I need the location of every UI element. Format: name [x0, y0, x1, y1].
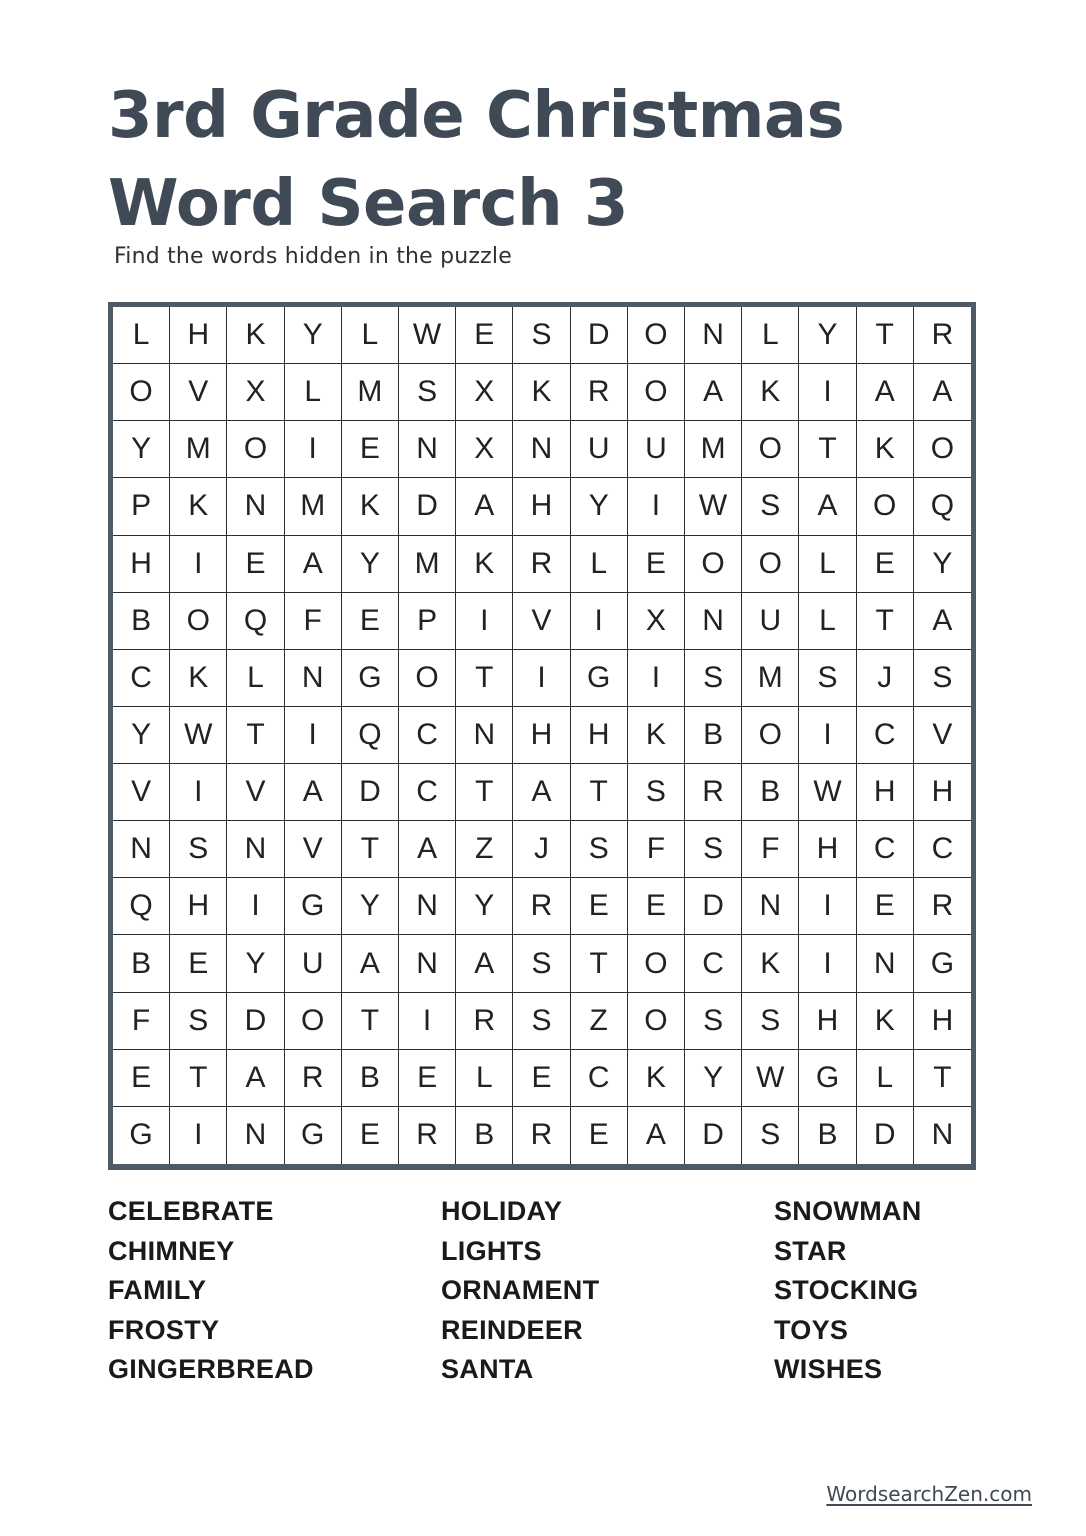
grid-cell[interactable]: I [571, 593, 628, 650]
word-list-item: HOLIDAY [441, 1196, 563, 1226]
grid-cell[interactable]: Y [685, 1050, 742, 1107]
grid-cell[interactable]: N [113, 821, 170, 878]
grid-cell[interactable]: A [914, 364, 971, 421]
word-list-item: TOYS [774, 1314, 849, 1345]
grid-cell[interactable]: W [799, 764, 856, 821]
grid-cell[interactable]: I [227, 878, 284, 935]
grid-cell[interactable]: Q [914, 478, 971, 535]
grid-cell[interactable]: S [685, 821, 742, 878]
grid-cell[interactable]: N [857, 935, 914, 992]
grid-cell[interactable]: E [628, 536, 685, 593]
grid-cell[interactable]: I [170, 764, 227, 821]
grid-cell[interactable]: S [399, 364, 456, 421]
grid-cell[interactable]: S [914, 650, 971, 707]
grid-cell[interactable]: Y [342, 536, 399, 593]
grid-cell[interactable]: X [456, 364, 513, 421]
word-list-column [108, 1192, 314, 1390]
grid-cell[interactable]: K [857, 421, 914, 478]
grid-cell[interactable]: H [170, 878, 227, 935]
grid-cell[interactable]: R [456, 993, 513, 1050]
grid-cell[interactable]: K [456, 536, 513, 593]
grid-cell[interactable]: T [456, 764, 513, 821]
grid-cell[interactable]: O [857, 478, 914, 535]
grid-cell[interactable]: Y [914, 536, 971, 593]
word-list-column [774, 1192, 922, 1390]
grid-cell[interactable]: A [513, 764, 570, 821]
grid-cell[interactable]: B [685, 707, 742, 764]
grid-cell[interactable]: Q [113, 878, 170, 935]
grid-cell[interactable]: M [399, 536, 456, 593]
grid-cell[interactable]: A [227, 1050, 284, 1107]
grid-cell[interactable]: N [227, 821, 284, 878]
grid-cell[interactable]: L [285, 364, 342, 421]
grid-cell[interactable]: R [513, 536, 570, 593]
grid-cell[interactable]: I [799, 707, 856, 764]
grid-cell[interactable]: K [742, 364, 799, 421]
grid-cell[interactable]: Q [342, 707, 399, 764]
grid-cell[interactable]: K [513, 364, 570, 421]
grid-cell[interactable]: I [628, 478, 685, 535]
word-list-item: CHIMNEY [108, 1235, 235, 1266]
grid-cell[interactable]: X [456, 421, 513, 478]
grid-cell[interactable]: G [285, 1107, 342, 1164]
grid-cell[interactable]: E [513, 1050, 570, 1107]
grid-cell[interactable]: Y [799, 307, 856, 364]
grid-cell[interactable]: A [628, 1107, 685, 1164]
grid-cell[interactable]: E [399, 1050, 456, 1107]
grid-cell[interactable]: X [227, 364, 284, 421]
grid-cell[interactable]: H [857, 764, 914, 821]
grid-cell[interactable]: C [857, 707, 914, 764]
grid-cell[interactable]: E [456, 307, 513, 364]
grid-cell[interactable]: N [285, 650, 342, 707]
grid-cell[interactable]: T [456, 650, 513, 707]
grid-cell[interactable]: N [399, 878, 456, 935]
grid-cell[interactable]: K [628, 707, 685, 764]
grid-cell[interactable]: R [685, 764, 742, 821]
grid-cell[interactable]: S [170, 993, 227, 1050]
grid-cell[interactable]: I [456, 593, 513, 650]
grid-cell[interactable]: S [170, 821, 227, 878]
grid-cell[interactable]: A [914, 593, 971, 650]
grid-cell[interactable]: O [628, 307, 685, 364]
grid-cell[interactable]: N [227, 478, 284, 535]
grid-cell[interactable]: B [113, 935, 170, 992]
site-link[interactable]: WordsearchZen.com [826, 1482, 1032, 1506]
grid-cell[interactable]: A [456, 478, 513, 535]
grid-cell[interactable]: G [799, 1050, 856, 1107]
grid-cell[interactable]: O [399, 650, 456, 707]
grid-cell[interactable]: S [742, 478, 799, 535]
grid-cell[interactable]: Y [571, 478, 628, 535]
grid-cell[interactable]: A [285, 764, 342, 821]
grid-cell[interactable]: X [628, 593, 685, 650]
grid-cell[interactable]: B [742, 764, 799, 821]
grid-cell[interactable]: H [799, 821, 856, 878]
word-list-item: FAMILY [108, 1275, 207, 1306]
grid-cell[interactable]: O [628, 993, 685, 1050]
grid-cell[interactable]: E [113, 1050, 170, 1107]
grid-cell[interactable]: C [685, 935, 742, 992]
grid-cell[interactable]: O [628, 364, 685, 421]
grid-cell[interactable]: W [170, 707, 227, 764]
word-list-item: SANTA [441, 1354, 534, 1385]
grid-cell[interactable]: B [456, 1107, 513, 1164]
grid-cell[interactable]: T [914, 1050, 971, 1107]
grid-cell[interactable]: S [742, 993, 799, 1050]
grid-cell[interactable]: L [342, 307, 399, 364]
grid-cell[interactable]: O [113, 364, 170, 421]
grid-cell[interactable]: D [399, 478, 456, 535]
grid-cell[interactable]: A [342, 935, 399, 992]
grid-cell[interactable]: Y [342, 878, 399, 935]
grid-cell[interactable]: I [285, 421, 342, 478]
word-list-item: ORNAMENT [441, 1275, 600, 1306]
grid-cell[interactable]: V [513, 593, 570, 650]
grid-cell[interactable]: E [227, 536, 284, 593]
grid-cell[interactable]: R [285, 1050, 342, 1107]
grid-cell[interactable]: A [456, 935, 513, 992]
grid-cell[interactable]: I [799, 364, 856, 421]
title-line-1: 3rd Grade Christmas [108, 79, 845, 153]
grid-cell[interactable]: H [799, 993, 856, 1050]
grid-cell[interactable]: O [170, 593, 227, 650]
grid-cell[interactable]: L [456, 1050, 513, 1107]
grid-cell[interactable]: L [799, 536, 856, 593]
grid-cell[interactable]: E [571, 1107, 628, 1164]
grid-cell[interactable]: V [285, 821, 342, 878]
grid-cell[interactable]: M [342, 364, 399, 421]
grid-cell[interactable]: L [227, 650, 284, 707]
grid-cell[interactable]: J [857, 650, 914, 707]
grid-cell[interactable]: I [799, 878, 856, 935]
grid-cell[interactable]: C [113, 650, 170, 707]
grid-cell[interactable]: E [628, 878, 685, 935]
grid-cell[interactable]: D [857, 1107, 914, 1164]
grid-cell[interactable]: K [857, 993, 914, 1050]
grid-cell[interactable]: W [685, 478, 742, 535]
grid-cell[interactable]: P [399, 593, 456, 650]
grid-cell[interactable]: Y [285, 307, 342, 364]
grid-cell[interactable]: F [113, 993, 170, 1050]
grid-cell[interactable]: D [342, 764, 399, 821]
grid-cell[interactable]: S [571, 821, 628, 878]
grid-cell[interactable]: E [170, 935, 227, 992]
grid-cell[interactable]: O [685, 536, 742, 593]
grid-cell[interactable]: C [399, 764, 456, 821]
word-list-item: CELEBRATE [108, 1196, 274, 1226]
grid-cell[interactable]: Y [113, 421, 170, 478]
grid-cell[interactable]: E [342, 1107, 399, 1164]
grid-cell[interactable]: T [342, 821, 399, 878]
grid-cell[interactable]: V [914, 707, 971, 764]
word-list-item: FROSTY [108, 1314, 220, 1345]
grid-cell[interactable]: D [571, 307, 628, 364]
grid-cell[interactable]: T [170, 1050, 227, 1107]
grid-cell[interactable]: N [685, 593, 742, 650]
grid-cell[interactable]: S [513, 935, 570, 992]
grid-cell[interactable]: O [742, 707, 799, 764]
grid-cell[interactable]: Y [456, 878, 513, 935]
grid-cell[interactable]: E [571, 878, 628, 935]
grid-cell[interactable]: Y [227, 935, 284, 992]
word-list-item: REINDEER [441, 1314, 583, 1345]
grid-cell[interactable]: B [113, 593, 170, 650]
letter-grid [108, 302, 976, 1170]
grid-cell[interactable]: U [571, 421, 628, 478]
grid-cell[interactable]: H [513, 478, 570, 535]
instructions: Find the words hidden in the puzzle [114, 244, 512, 269]
word-list-item: STOCKING [774, 1275, 919, 1306]
grid-cell[interactable]: A [857, 364, 914, 421]
grid-cell[interactable]: T [799, 421, 856, 478]
grid-cell[interactable]: I [399, 993, 456, 1050]
word-list-item: LIGHTS [441, 1235, 542, 1266]
grid-cell[interactable]: N [227, 1107, 284, 1164]
grid-cell[interactable]: N [513, 421, 570, 478]
grid-cell[interactable]: N [742, 878, 799, 935]
grid-cell[interactable]: D [227, 993, 284, 1050]
grid-cell[interactable]: T [857, 593, 914, 650]
grid-cell[interactable]: W [742, 1050, 799, 1107]
grid-cell[interactable]: H [513, 707, 570, 764]
grid-cell[interactable]: F [285, 593, 342, 650]
grid-cell[interactable]: C [571, 1050, 628, 1107]
grid-cell[interactable]: F [742, 821, 799, 878]
grid-cell[interactable]: A [685, 364, 742, 421]
grid-cell[interactable]: K [742, 935, 799, 992]
grid-cell[interactable]: S [799, 650, 856, 707]
grid-cell[interactable]: Q [227, 593, 284, 650]
grid-cell[interactable]: N [685, 307, 742, 364]
grid-cell[interactable]: G [342, 650, 399, 707]
grid-cell[interactable]: E [342, 593, 399, 650]
grid-cell[interactable]: E [857, 536, 914, 593]
grid-cell[interactable]: R [914, 878, 971, 935]
grid-cell[interactable]: U [285, 935, 342, 992]
grid-cell[interactable]: S [513, 307, 570, 364]
grid-cell[interactable]: L [571, 536, 628, 593]
title-line-2: Word Search 3 [108, 167, 628, 241]
grid-cell[interactable]: F [628, 821, 685, 878]
grid-cell[interactable]: R [513, 1107, 570, 1164]
grid-cell[interactable]: N [456, 707, 513, 764]
grid-cell[interactable]: H [113, 536, 170, 593]
grid-cell[interactable]: H [914, 993, 971, 1050]
grid-cell[interactable]: L [857, 1050, 914, 1107]
grid-cell[interactable]: U [742, 593, 799, 650]
grid-cell[interactable]: A [399, 821, 456, 878]
grid-cell[interactable]: M [685, 421, 742, 478]
grid-cell[interactable]: O [742, 421, 799, 478]
grid-cell[interactable]: V [113, 764, 170, 821]
grid-cell[interactable]: R [513, 878, 570, 935]
grid-cell[interactable]: A [799, 478, 856, 535]
page-title [108, 72, 1008, 248]
grid-cell[interactable]: Z [456, 821, 513, 878]
grid-cell[interactable]: N [399, 421, 456, 478]
grid-cell[interactable]: G [571, 650, 628, 707]
grid-cell[interactable]: E [857, 878, 914, 935]
grid-cell[interactable]: R [914, 307, 971, 364]
grid-cell[interactable]: M [285, 478, 342, 535]
grid-cell[interactable]: E [342, 421, 399, 478]
word-list [108, 1192, 1008, 1402]
grid-cell[interactable]: I [799, 935, 856, 992]
grid-cell[interactable]: V [170, 364, 227, 421]
grid-cell[interactable]: A [285, 536, 342, 593]
grid-cell[interactable]: I [628, 650, 685, 707]
word-list-column [441, 1192, 599, 1390]
word-list-item: GINGERBREAD [108, 1354, 314, 1385]
grid-cell[interactable]: O [285, 993, 342, 1050]
grid-cell[interactable]: M [170, 421, 227, 478]
grid-cell[interactable]: R [399, 1107, 456, 1164]
grid-cell[interactable]: C [399, 707, 456, 764]
grid-cell[interactable]: L [799, 593, 856, 650]
grid-cell[interactable]: R [571, 364, 628, 421]
grid-cell[interactable]: K [170, 650, 227, 707]
grid-cell[interactable]: N [931, 1118, 954, 1152]
grid-cell[interactable]: L [742, 307, 799, 364]
grid-cell[interactable]: S [513, 993, 570, 1050]
grid-cell[interactable]: O [227, 421, 284, 478]
grid-cell[interactable]: G [113, 1107, 170, 1164]
grid-cell[interactable]: S [742, 1107, 799, 1164]
grid-cell[interactable]: O [914, 421, 971, 478]
grid-cell[interactable]: B [342, 1050, 399, 1107]
grid-cell[interactable]: P [113, 478, 170, 535]
grid-cell[interactable]: T [342, 993, 399, 1050]
word-list-item: WISHES [774, 1354, 883, 1385]
grid-cell[interactable]: C [857, 821, 914, 878]
grid-cell[interactable]: K [342, 478, 399, 535]
grid-cell[interactable]: I [170, 536, 227, 593]
grid-cell[interactable]: V [227, 764, 284, 821]
grid-cell[interactable]: S [685, 650, 742, 707]
grid-cell[interactable]: I [513, 650, 570, 707]
grid-cell[interactable]: O [628, 935, 685, 992]
grid-cell[interactable]: T [571, 764, 628, 821]
grid-cell[interactable]: S [685, 993, 742, 1050]
grid-cell[interactable]: G [285, 878, 342, 935]
grid-cell[interactable]: M [742, 650, 799, 707]
grid-cell[interactable]: D [685, 1107, 742, 1164]
grid-cell[interactable]: N [399, 935, 456, 992]
grid-cell[interactable]: Y [113, 707, 170, 764]
grid-cell[interactable]: Z [571, 993, 628, 1050]
grid-cell[interactable]: K [170, 478, 227, 535]
grid-cell[interactable]: S [628, 764, 685, 821]
grid-cell[interactable]: C [914, 821, 971, 878]
grid-cell[interactable]: W [399, 307, 456, 364]
word-list-item: STAR [774, 1235, 847, 1266]
grid-cell[interactable]: I [285, 707, 342, 764]
grid-cell[interactable]: T [227, 707, 284, 764]
grid-cell[interactable]: L [113, 307, 170, 364]
grid-cell[interactable]: H [170, 307, 227, 364]
grid-cell[interactable]: B [799, 1107, 856, 1164]
grid-cell[interactable]: G [914, 935, 971, 992]
grid-cell[interactable]: U [628, 421, 685, 478]
word-list-item: SNOWMAN [774, 1196, 922, 1226]
grid-cell[interactable]: K [628, 1050, 685, 1107]
grid-cell[interactable]: K [227, 307, 284, 364]
grid-cell[interactable]: J [513, 821, 570, 878]
grid-cell[interactable]: H [571, 707, 628, 764]
grid-cell[interactable]: I [170, 1107, 227, 1164]
grid-cell[interactable]: D [685, 878, 742, 935]
grid-cell[interactable]: T [571, 935, 628, 992]
grid-cell[interactable]: O [742, 536, 799, 593]
grid-cell[interactable]: H [914, 764, 971, 821]
grid-cell[interactable]: T [857, 307, 914, 364]
